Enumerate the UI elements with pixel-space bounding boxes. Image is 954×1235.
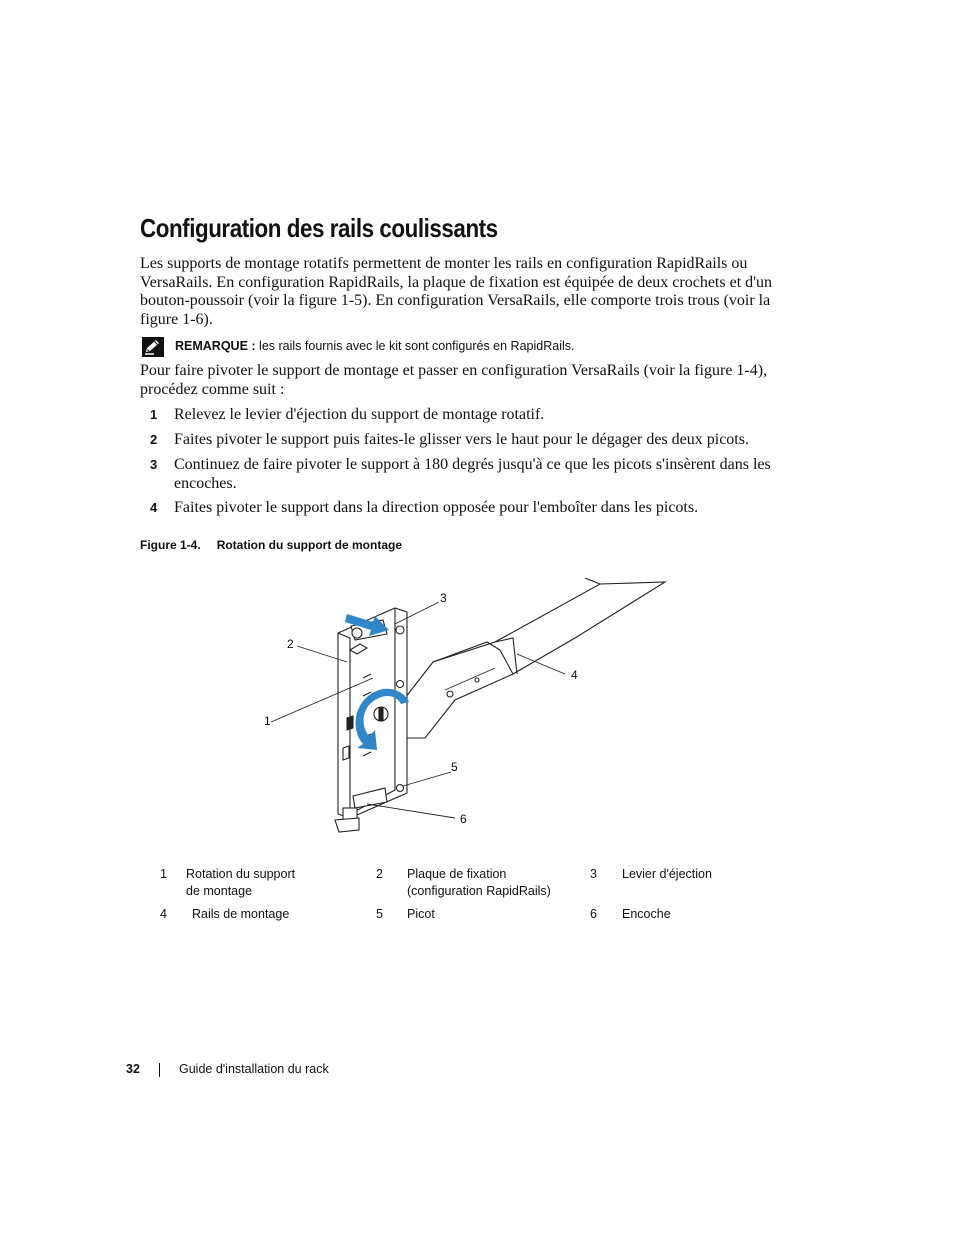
callout-number: 2 [287,637,294,651]
bracket-plate [335,608,407,832]
legend-label [407,866,551,900]
pencil-note-icon [142,337,164,357]
legend-number: 6 [590,907,597,921]
figure-number: Figure 1-4. [140,538,201,552]
step-text: Faites pivoter le support puis faites-le glisser vers le haut pour le dégager des deux picots. [174,431,749,448]
legend-number: 5 [376,907,383,921]
step-text: Relevez le levier d'éjection du support de montage rotatif. [174,406,545,423]
page-number: 32 [126,1062,140,1076]
step-number: 1 [150,407,158,422]
note-text [175,339,574,353]
note-box [140,336,800,360]
page-title: Configuration des rails coulissants [140,213,498,243]
mounting-bracket-illustration [255,578,675,843]
legend-label: Rails de montage [192,907,290,921]
legend-label: Levier d'éjection [622,867,712,881]
list-item [140,431,749,450]
figure-caption [140,538,402,552]
step-text: Faites pivoter le support dans la direction opposée pour l'emboîter dans les picots. [174,499,699,516]
legend-number: 1 [160,867,167,881]
legend-number: 3 [590,867,597,881]
callout-number: 6 [460,812,467,826]
list-item [140,406,544,425]
step-text: Continuez de faire pivoter le support à 180 degrés jusqu'à ce que les picots s'insèrent dans les encoches. [174,456,771,492]
legend-number: 4 [160,907,167,921]
legend-label-line: de montage [186,884,253,898]
legend-label-line: Plaque de fixation [407,867,507,881]
figure-legend [160,866,760,926]
step-number: 4 [150,500,158,515]
footer-divider [159,1063,160,1077]
callout-number: 3 [440,591,447,605]
note-body: les rails fournis avec le kit sont configurés en RapidRails. [259,339,575,353]
figure-title: Rotation du support de montage [216,538,403,552]
legend-number: 2 [376,867,383,881]
legend-label: Picot [407,907,435,921]
step-number: 2 [150,432,158,447]
legend-label [186,866,295,900]
step-number: 3 [150,457,158,472]
list-item [140,456,800,493]
intro-paragraph: Les supports de montage rotatifs permettent de monter les rails en configuration RapidRails ou VersaRails. En configuration RapidRails, la plaque de fixation est équipée de deux crochets et d'un bouton-poussoir (voir la figure 1-5). En configuration VersaRails, elle comporte trois trous (voir la figure 1-6). [140,255,773,328]
legend-label-line: Rotation du support [186,867,296,881]
guide-title: Guide d'installation du rack [179,1062,329,1076]
callout-number: 5 [451,760,458,774]
note-label: REMARQUE : [175,339,256,353]
callout-number: 4 [571,668,578,682]
procedure-intro: Pour faire pivoter le support de montage et passer en configuration VersaRails (voir la figure 1-4), procédez comme suit : [140,362,768,398]
legend-label-line: (configuration RapidRails) [407,884,551,898]
callout-number: 1 [264,714,271,728]
list-item [140,499,698,518]
legend-label: Encoche [622,907,671,921]
